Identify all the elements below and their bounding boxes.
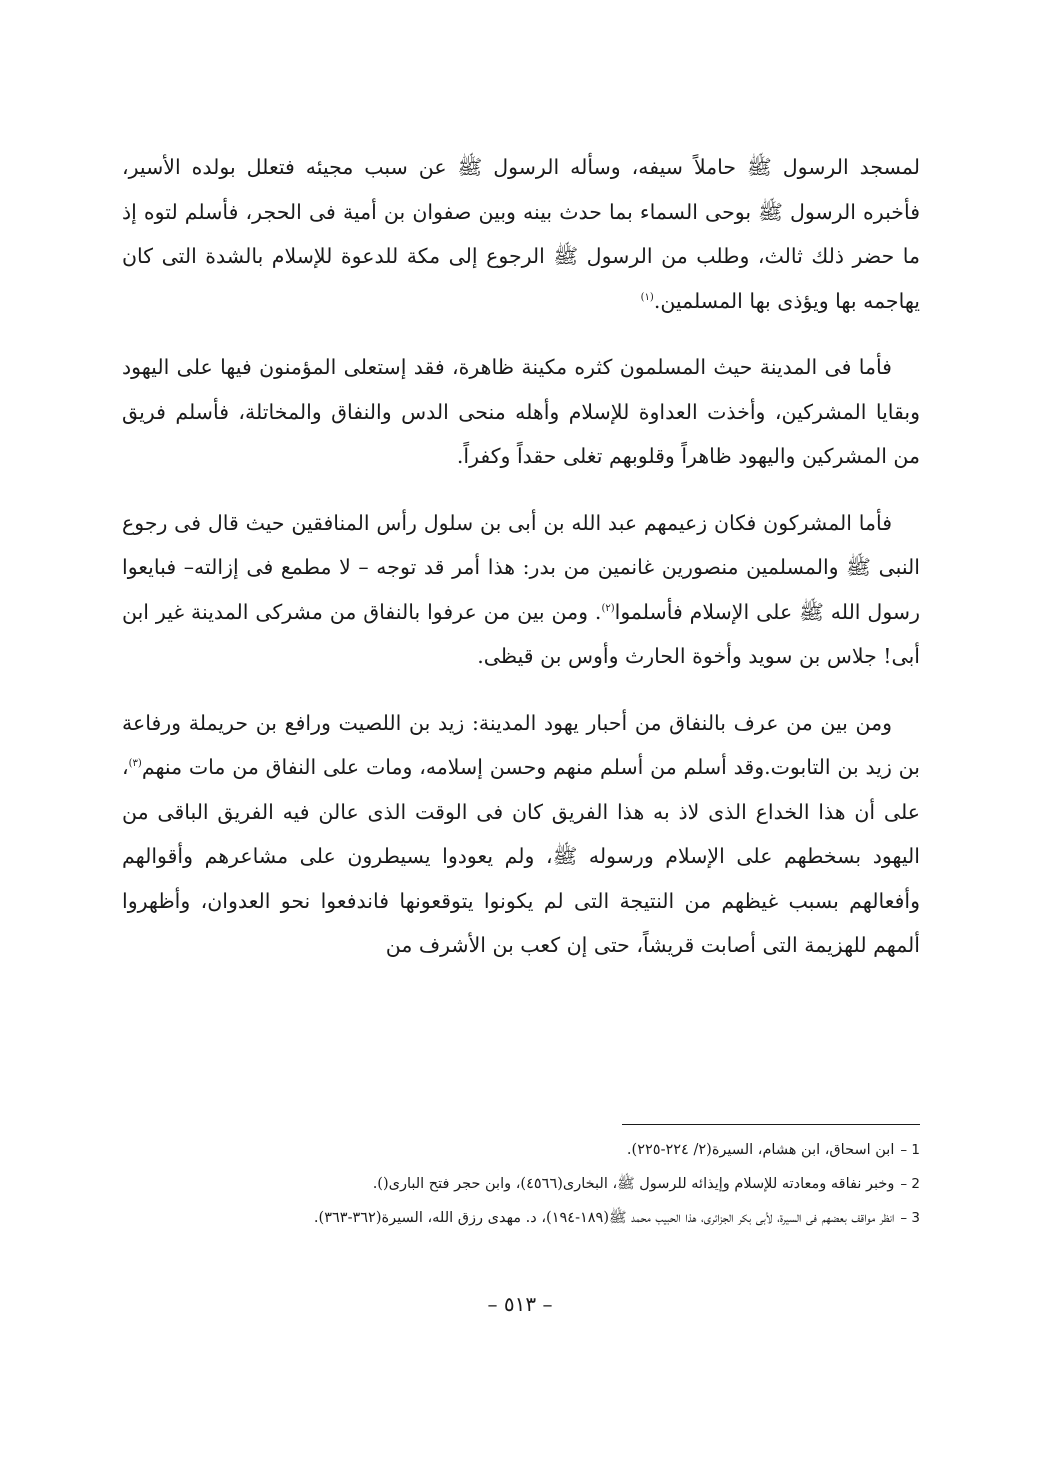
main-text <box>122 145 920 968</box>
page-number: – ٥١٣ – <box>487 1292 553 1316</box>
paragraph-3-text-before: فأما المشركون فكان زعيمهم عبد الله بن أبى بن سلول رأس المنافقين حيث قال فى رجوع النبى ﷺ والمسلمين منصورين غانمين من بدر: هذا أمر قد توجه – لا مطمع فى إزالته– فبايعوا رسول الله ﷺ على الإسلام فأسلموا <box>122 510 920 624</box>
paragraph-4 <box>122 701 920 968</box>
paragraph-1 <box>122 145 920 323</box>
paragraph-1-text: لمسجد الرسول ﷺ حاملاً سيفه، وسأله الرسول ﷺ عن سبب مجيئه فتعلل بولده الأسير، فأخبره الرسول ﷺ بوحى السماء بما حدث بينه وبين صفوان بن أمية فى الحجر، فأسلم لتوه إذ ما حضر ذلك ثالث، وطلب من الرسول ﷺ الرجوع إلى مكة للدعوة للإسلام بالشدة التى كان يهاجمه بها ويؤذى بها المسلمين. <box>122 155 920 313</box>
footnote-text: ابن اسحاق، ابن هشام، السيرة(٢/ ٢٢٤-٢٢٥). <box>626 1142 895 1158</box>
footnote-1 <box>122 1137 920 1163</box>
paragraph-3-text-after: . ومن بين من عرفوا بالنفاق من مشركى المدينة غير ابن أبى! جلاس بن سويد وأخوة الحارث وأوس بن قيظى. <box>122 599 920 668</box>
footnote-number: 2 – <box>900 1176 920 1192</box>
footnote-ref-3: (٣) <box>128 758 142 770</box>
paragraph-4-text-before: ومن بين من عرف بالنفاق من أحبار يهود المدينة: زيد بن اللصيت ورافع بن حريملة ورفاعة بن زيد بن التابوت.وقد أسلم من أسلم منهم وحسن إسلامه، ومات على النفاق من مات منهم <box>122 710 920 779</box>
paragraph-3 <box>122 501 920 679</box>
footnote-2 <box>122 1171 920 1197</box>
footnote-3 <box>122 1205 920 1231</box>
footnote-ref-1: (١) <box>640 291 654 303</box>
footnote-ref-2: (٢) <box>601 602 615 614</box>
footnotes <box>122 1124 920 1239</box>
footnote-separator <box>622 1124 920 1125</box>
footnote-text: انظر مواقف بعضهم فى السيرة، لأبى بكر الجزائرى، هذا الحبيب محمد ﷺ(١٨٩-١٩٤)، د. مهدى رزق الله، السيرة(٣٦٢-٣٦٣). <box>313 1210 895 1226</box>
paragraph-2-text: فأما فى المدينة حيث المسلمون كثره مكينة ظاهرة، فقد إستعلى المؤمنون فيها على اليهود وبقايا المشركين، وأخذت العداوة للإسلام وأهله منحى الدس والنفاق والمخاتلة، فأسلم فريق من المشركين واليهود ظاهراً وقلوبهم تغلى حقداً وكفراً. <box>122 355 920 468</box>
footnote-number: 3 – <box>900 1210 920 1226</box>
footnote-text: وخبر نفاقه ومعادته للإسلام وإيذائه للرسول ﷺ، البخارى(٤٥٦٦)، وابن حجر فتح البارى(). <box>372 1176 895 1192</box>
footnote-number: 1 – <box>900 1142 920 1158</box>
paragraph-2 <box>122 345 920 479</box>
paragraph-4-text-after: ، على أن هذا الخداع الذى لاذ به هذا الفريق كان فى الوقت الذى عالن فيه الفريق الباقى من اليهود بسخطهم على الإسلام ورسوله ﷺ، ولم يعودوا يسيطرون على مشاعرهم وأقوالهم وأفعالهم بسبب غيظهم من النتيجة التى لم يكونوا يتوقعونها فاندفعوا نحو العدوان، وأظهروا ألمهم للهزيمة التى أصابت قريشاً، حتى إن كعب بن الأشرف من <box>122 755 920 957</box>
